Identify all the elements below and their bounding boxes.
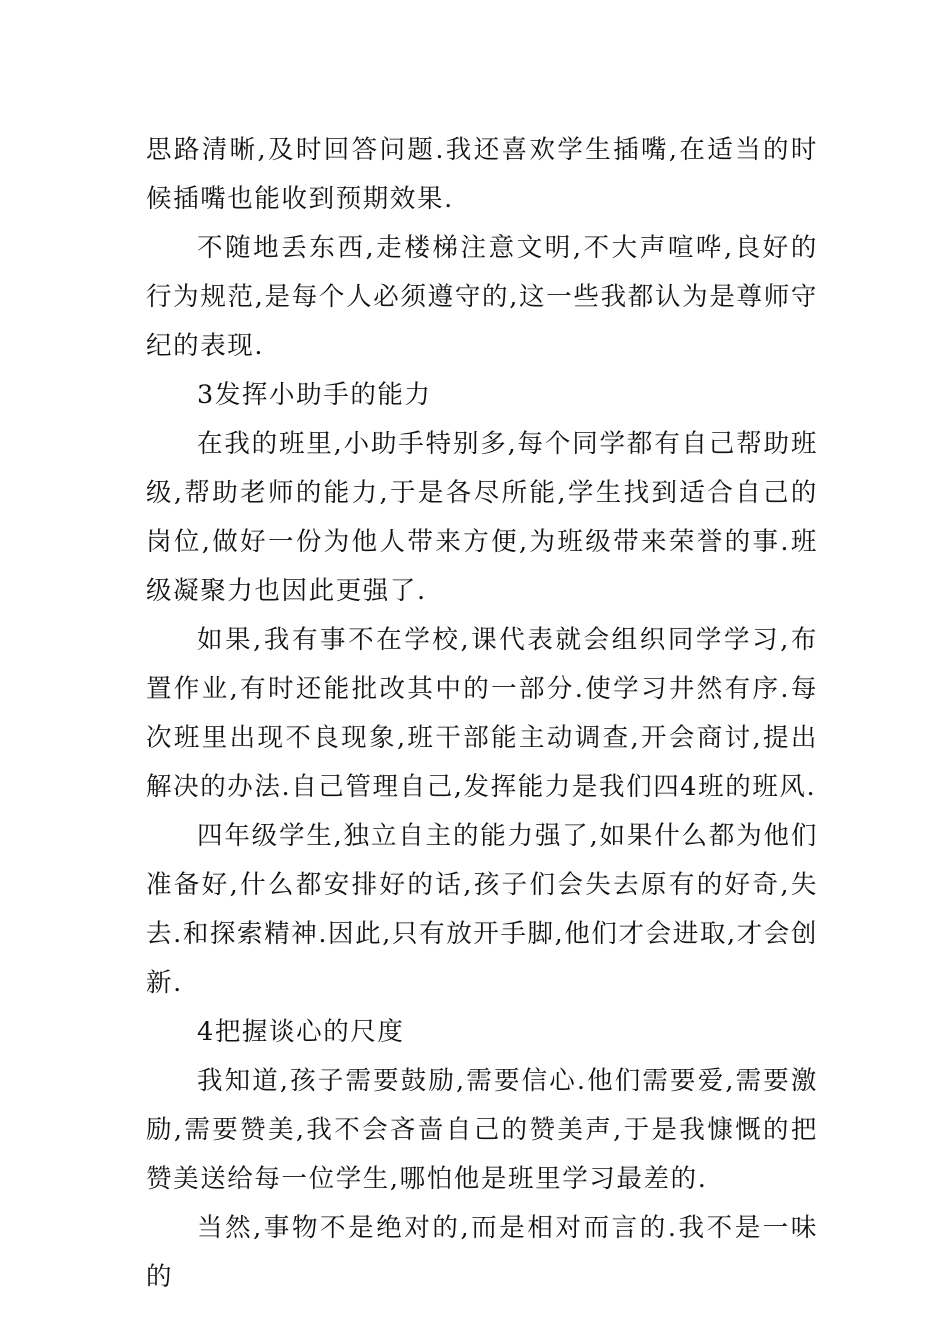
paragraph-helpers: 在我的班里,小助手特别多,每个同学都有自己帮助班级,帮助老师的能力,于是各尽所能,学生找到适合自己的岗位,做好一份为他人带来方便,为班级带来荣誉的事.班级凝聚力也因此更强了. bbox=[146, 429, 818, 606]
section-heading-3: 3发挥小助手的能力 bbox=[197, 380, 432, 410]
section-heading-4: 4把握谈心的尺度 bbox=[197, 1017, 405, 1047]
paragraph-class-reps: 如果,我有事不在学校,课代表就会组织同学学习,布置作业,有时还能批改其中的一部分.使学习井然有序.每次班里出现不良现象,班干部能主动调查,开会商讨,提出解决的办法.自己管理自己,发挥能力是我们四4班的班风. bbox=[146, 625, 818, 802]
paragraph-independence: 四年级学生,独立自主的能力强了,如果什么都为他们准备好,什么都安排好的话,孩子们会失去原有的好奇,失去.和探索精神.因此,只有放开手脚,他们才会进取,才会创新. bbox=[146, 821, 818, 998]
paragraph-relative: 当然,事物不是绝对的,而是相对而言的.我不是一味的 bbox=[146, 1213, 818, 1292]
paragraph-conduct: 不随地丢东西,走楼梯注意文明,不大声喧哗,良好的行为规范,是每个人必须遵守的,这一些我都认为是尊师守纪的表现. bbox=[146, 233, 818, 361]
paragraph-continued: 思路清晰,及时回答问题.我还喜欢学生插嘴,在适当的时候插嘴也能收到预期效果. bbox=[146, 135, 818, 214]
document-body bbox=[146, 126, 818, 1302]
paragraph-encouragement: 我知道,孩子需要鼓励,需要信心.他们需要爱,需要激励,需要赞美,我不会吝啬自己的赞美声,于是我慷慨的把赞美送给每一位学生,哪怕他是班里学习最差的. bbox=[146, 1066, 818, 1194]
